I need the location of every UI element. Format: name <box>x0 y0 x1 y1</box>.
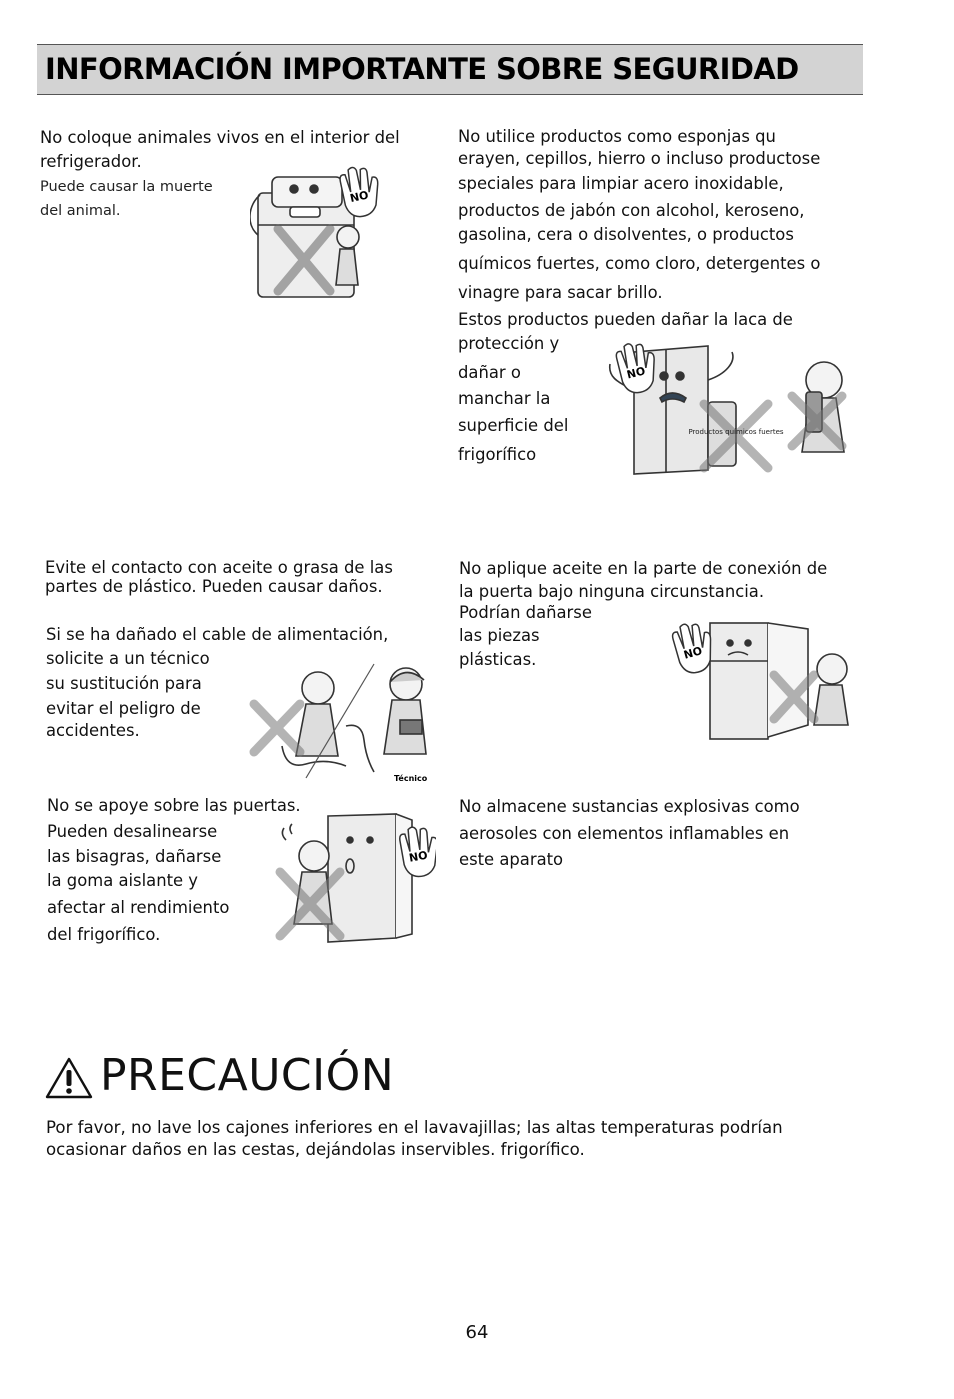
section-title: INFORMACIÓN IMPORTANTE SOBRE SEGURIDAD <box>45 52 799 86</box>
animals-consequence-line2: del animal. <box>40 203 121 219</box>
animals-warning-line1: No coloque animales vivos en el interior del <box>40 128 400 147</box>
explosive-line: aerosoles con elementos inflamables en <box>459 824 790 843</box>
cleaning-line: dañar o <box>458 363 521 382</box>
door-oil-line: Podrían dañarse <box>459 603 592 622</box>
lean-line: No se apoye sobre las puertas. <box>47 796 301 815</box>
svg-text:NO: NO <box>348 188 370 206</box>
cleaning-line: No utilice productos como esponjas qu <box>458 127 776 146</box>
svg-text:NO: NO <box>408 848 429 865</box>
oil-plastic-line1: Evite el contacto con aceite o grasa de las <box>45 558 393 577</box>
animals-warning-line2: refrigerador. <box>40 152 142 171</box>
cleaning-line: manchar la <box>458 389 551 408</box>
lean-line: Pueden desalinearse <box>47 822 218 841</box>
section-header <box>37 44 863 95</box>
technician-label: Técnico <box>394 774 428 783</box>
cleaning-line: gasolina, cera o disolventes, o productos <box>458 225 794 244</box>
lean-illustration <box>266 810 436 946</box>
lean-line: del frigorífico. <box>47 925 161 944</box>
door-oil-line: la puerta bajo ninguna circunstancia. <box>459 582 765 601</box>
svg-text:NO: NO <box>625 364 647 382</box>
oil-plastic-line2: partes de plástico. Pueden causar daños. <box>45 577 383 596</box>
cleaning-line: erayen, cepillos, hierro o incluso productose <box>458 149 821 168</box>
svg-text:NO: NO <box>682 644 704 662</box>
caution-text-line2: ocasionar daños en las cestas, dejándolas inservibles. frigorífico. <box>46 1140 585 1159</box>
lean-line: la goma aislante y <box>47 871 199 890</box>
lean-line: las bisagras, dañarse <box>47 847 222 866</box>
cleaning-line: speciales para limpiar acero inoxidable, <box>458 174 784 193</box>
cleaning-line: Estos productos pueden dañar la laca de <box>458 310 793 329</box>
door-oil-illustration <box>644 615 854 743</box>
cleaning-line: productos de jabón con alcohol, keroseno, <box>458 201 805 220</box>
animals-illustration <box>250 165 395 303</box>
cleaning-line: protección y <box>458 334 560 353</box>
caution-text-line1: Por favor, no lave los cajones inferiores en el lavavajillas; las altas temperaturas podrían <box>46 1118 783 1137</box>
cleaning-line: frigorífico <box>458 445 537 464</box>
cable-line: solicite a un técnico <box>46 649 210 668</box>
explosive-line: No almacene sustancias explosivas como <box>459 797 800 816</box>
warning-triangle-icon <box>44 1056 94 1100</box>
cleaning-line: vinagre para sacar brillo. <box>458 283 663 302</box>
animals-consequence-line1: Puede causar la muerte <box>40 179 213 195</box>
caution-title: PRECAUCIÓN <box>100 1050 395 1101</box>
lean-line: afectar al rendimiento <box>47 898 230 917</box>
cable-line: evitar el peligro de <box>46 699 201 718</box>
cable-line: Si se ha dañado el cable de alimentación, <box>46 625 389 644</box>
cable-line: accidentes. <box>46 721 140 740</box>
cable-illustration <box>246 660 438 786</box>
cleaning-line: químicos fuertes, como cloro, detergentes o <box>458 254 821 273</box>
cleaning-line: superficie del <box>458 416 569 435</box>
page-number: 64 <box>465 1322 489 1343</box>
door-oil-line: las piezas <box>459 626 540 645</box>
door-oil-line: plásticas. <box>459 650 537 669</box>
cable-line: su sustitución para <box>46 674 202 693</box>
door-oil-line: No aplique aceite en la parte de conexión de <box>459 559 828 578</box>
cleaning-illustration <box>596 340 858 478</box>
explosive-line: este aparato <box>459 850 564 869</box>
strong-chemicals-label: Productos químicos fuertes <box>688 428 784 436</box>
